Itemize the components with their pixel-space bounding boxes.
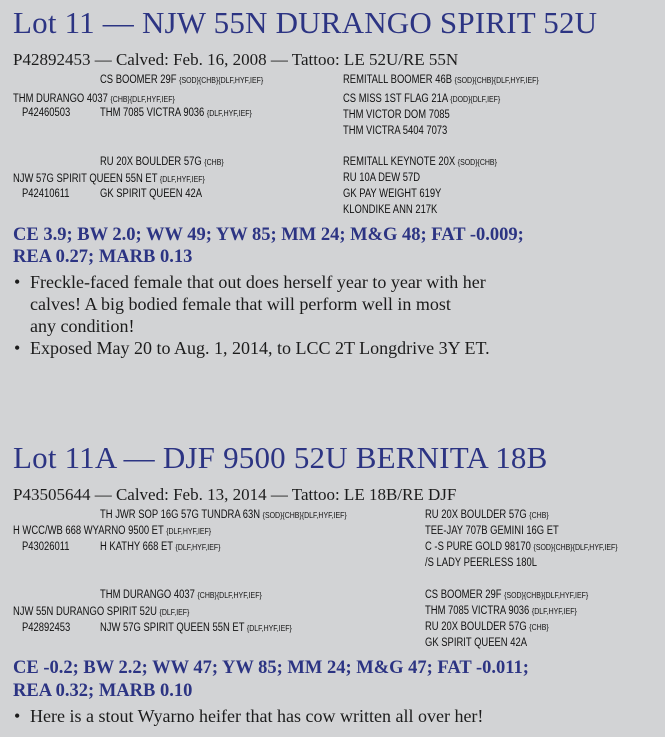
pedigree-dam-sire: THM DURANGO 4037 {CHB}{DLF,HYF,IEF} xyxy=(100,589,262,601)
pedigree-sire-dam: H KATHY 668 ET {DLF,HYF,IEF} xyxy=(100,541,221,553)
pedigree-sire-sire: TH JWR SOP 16G 57G TUNDRA 63N {SOD}{CHB}{DLF,HYF,IEF} xyxy=(100,509,347,521)
pedigree-dam: NJW 55N DURANGO SPIRIT 52U {DLF,IEF} xyxy=(13,606,190,618)
pedigree-sire: H WCC/WB 668 WYARNO 9500 ET {DLF,HYF,IEF} xyxy=(13,525,212,537)
notes-list xyxy=(13,705,483,727)
pedigree-dam-reg: P42892453 xyxy=(22,622,71,634)
pedigree-sire-dam-sire: C -S PURE GOLD 98170 {SOD}{CHB}{DLF,HYF,IEF} xyxy=(425,541,618,553)
pedigree-dam-dam-dam: GK SPIRIT QUEEN 42A xyxy=(425,637,528,649)
notes-list xyxy=(13,271,490,359)
pedigree-dam-reg: P42410611 xyxy=(22,188,70,200)
registration-line: P42892453 — Calved: Feb. 16, 2008 — Tattoo: LE 52U/RE 55N xyxy=(13,50,459,69)
pedigree-sire: THM DURANGO 4037 {CHB}{DLF,HYF,IEF} xyxy=(13,93,175,105)
pedigree-sire-dam-dam: /S LADY PEERLESS 180L xyxy=(425,557,538,569)
pedigree-sire-reg: P43026011 xyxy=(22,541,70,553)
note-bullet: • Freckle-faced female that out does herself year to year with her calves! A big bodied female that will perform well in most any condition! xyxy=(13,271,490,337)
pedigree-sire-dam-dam: THM VICTRA 5404 7073 xyxy=(343,125,448,137)
pedigree-dam-dam-dam: KLONDIKE ANN 217K xyxy=(343,204,438,216)
pedigree-sire-sire-dam: CS MISS 1ST FLAG 21A {DOD}{DLF,IEF} xyxy=(343,93,501,105)
pedigree-dam-dam: NJW 57G SPIRIT QUEEN 55N ET {DLF,HYF,IEF} xyxy=(100,622,292,634)
pedigree-dam-sire-dam: THM 7085 VICTRA 9036 {DLF,HYF,IEF} xyxy=(425,605,577,617)
lot-title: Lot 11A — DJF 9500 52U BERNITA 18B xyxy=(13,440,548,475)
pedigree-dam-sire-sire: REMITALL KEYNOTE 20X {SOD}{CHB} xyxy=(343,156,497,168)
lot-title: Lot 11 — NJW 55N DURANGO SPIRIT 52U xyxy=(13,5,598,40)
registration-line: P43505644 — Calved: Feb. 13, 2014 — Tattoo: LE 18B/RE DJF xyxy=(13,485,457,504)
pedigree-sire-sire-dam: TEE-JAY 707B GEMINI 16G ET xyxy=(425,525,559,537)
epd-line: CE 3.9; BW 2.0; WW 49; YW 85; MM 24; M&G 48; FAT -0.009; xyxy=(13,225,524,245)
pedigree-dam-dam-sire: GK PAY WEIGHT 619Y xyxy=(343,188,442,200)
note-bullet: • Exposed May 20 to Aug. 1, 2014, to LCC 2T Longdrive 3Y ET. xyxy=(13,337,490,359)
epd-line: REA 0.27; MARB 0.13 xyxy=(13,247,193,267)
pedigree-dam-sire-dam: RU 10A DEW 57D xyxy=(343,172,421,184)
note-bullet: • Here is a stout Wyarno heifer that has cow written all over her! xyxy=(13,705,483,727)
pedigree-dam-dam: GK SPIRIT QUEEN 42A xyxy=(100,188,203,200)
pedigree-sire-dam: THM 7085 VICTRA 9036 {DLF,HYF,IEF} xyxy=(100,107,252,119)
pedigree-dam-sire: RU 20X BOULDER 57G {CHB} xyxy=(100,156,224,168)
pedigree-dam-dam-sire: RU 20X BOULDER 57G {CHB} xyxy=(425,621,549,633)
epd-line: CE -0.2; BW 2.2; WW 47; YW 85; MM 24; M&G 47; FAT -0.011; xyxy=(13,658,529,678)
pedigree-dam: NJW 57G SPIRIT QUEEN 55N ET {DLF,HYF,IEF} xyxy=(13,173,205,185)
pedigree-sire-sire: CS BOOMER 29F {SOD}{CHB}{DLF,HYF,IEF} xyxy=(100,74,264,86)
pedigree-dam-sire-sire: CS BOOMER 29F {SOD}{CHB}{DLF,HYF,IEF} xyxy=(425,589,589,601)
pedigree-sire-dam-sire: THM VICTOR DOM 7085 xyxy=(343,109,450,121)
pedigree-sire-sire-sire: REMITALL BOOMER 46B {SOD}{CHB}{DLF,HYF,IEF} xyxy=(343,74,539,86)
pedigree-sire-reg: P42460503 xyxy=(22,107,71,119)
epd-line: REA 0.32; MARB 0.10 xyxy=(13,681,193,701)
pedigree-sire-sire-sire: RU 20X BOULDER 57G {CHB} xyxy=(425,509,549,521)
